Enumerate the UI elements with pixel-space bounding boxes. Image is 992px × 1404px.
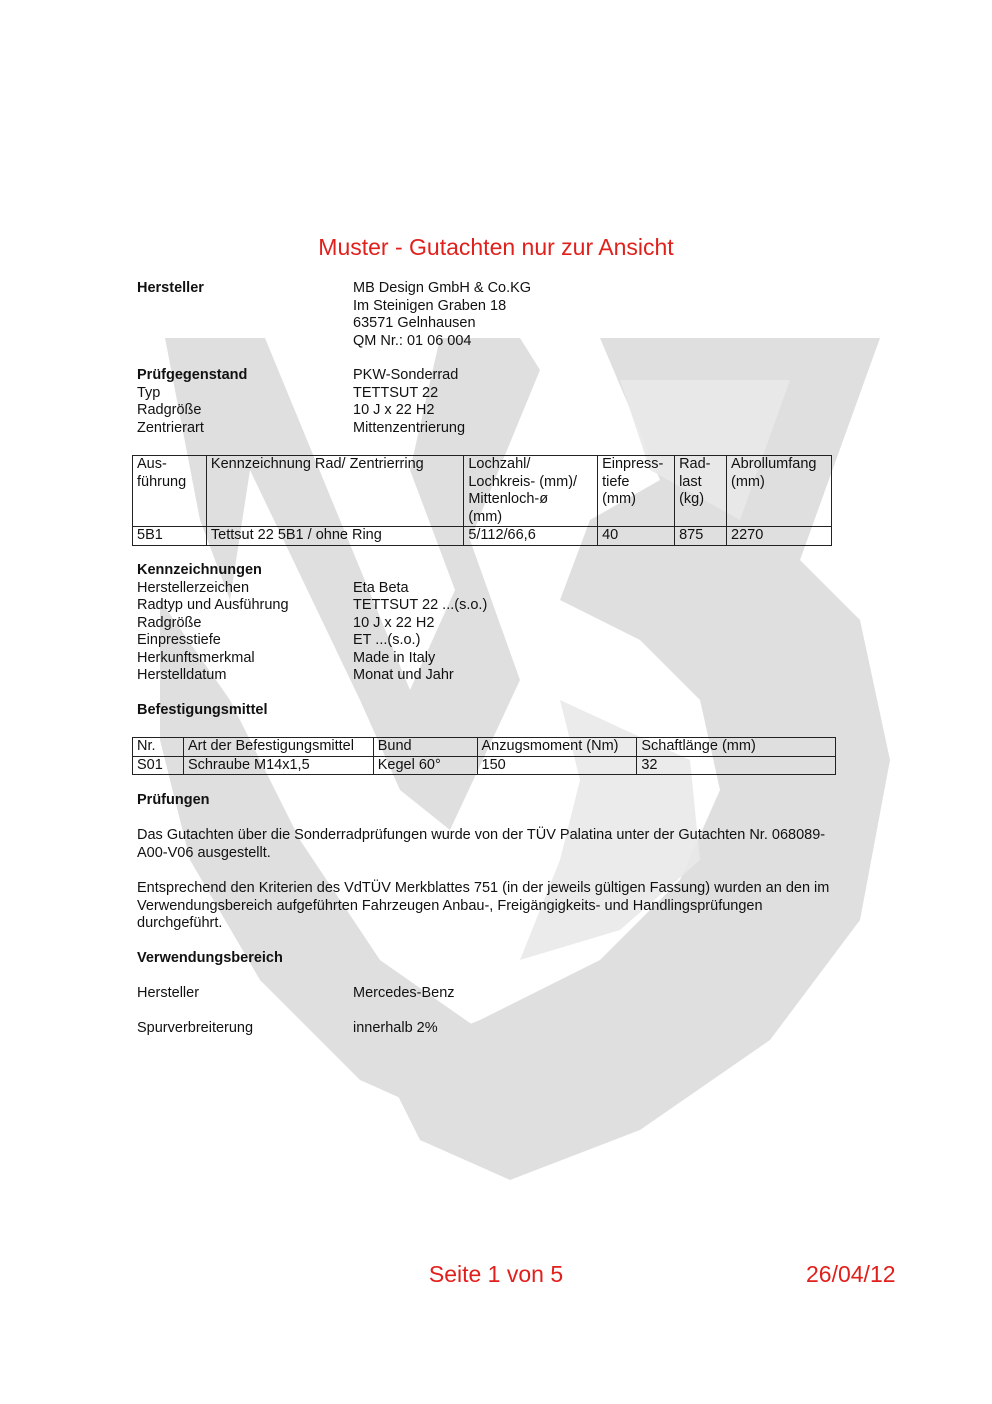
typ-value: TETTSUT 22	[353, 384, 439, 401]
header-cell: Aus- führung	[133, 456, 207, 527]
kennzeichnungen-heading: Kennzeichnungen	[137, 562, 262, 578]
table-cell: 40	[598, 527, 675, 546]
table-cell: 150	[477, 756, 637, 775]
kennz-value: Eta Beta	[353, 579, 409, 596]
pruefungen-heading: Prüfungen	[137, 792, 210, 808]
hersteller-line: MB Design GmbH & Co.KG	[353, 280, 532, 296]
table-cell: Schraube M14x1,5	[183, 756, 373, 775]
kennz-label: Herstellerzeichen	[137, 579, 250, 596]
pruefgegenstand-value: PKW-Sonderrad	[353, 367, 459, 383]
kennz-value: Monat und Jahr	[353, 667, 454, 683]
header-cell: Einpress- tiefe (mm)	[598, 456, 675, 527]
hersteller-line: Im Steinigen Graben 18	[353, 297, 507, 314]
zentrierart-label: Zentrierart	[137, 419, 204, 436]
befestigungsmittel-heading: Befestigungsmittel	[137, 702, 268, 718]
table-header-row	[133, 738, 836, 757]
table-cell: 5B1	[133, 527, 207, 546]
header-cell: Schaftlänge (mm)	[637, 738, 836, 757]
header-cell: Nr.	[133, 738, 184, 757]
fastener-table	[132, 737, 836, 775]
table-row	[133, 527, 832, 546]
header-cell: Bund	[373, 738, 477, 757]
typ-label: Typ	[137, 384, 161, 401]
table-cell: 2270	[727, 527, 832, 546]
kennz-label: Einpresstiefe	[137, 632, 221, 648]
table-cell: Kegel 60°	[373, 756, 477, 775]
verwendung-label: Spurverbreiterung	[137, 1020, 254, 1036]
table-cell: 875	[675, 527, 727, 546]
verwendung-value: innerhalb 2%	[353, 1020, 438, 1036]
pruefungen-paragraph-2: Entsprechend den Kriterien des VdTÜV Merkblattes 751 (in der jeweils gültigen Fassung) wurden an den im Verwendungsbereich aufgeführten Fahrzeugen Anbau-, Freigängigkeits- und Handlingsprüfungen durchgeführt.	[137, 880, 830, 931]
kennz-value: 10 J x 22 H2	[353, 614, 435, 631]
kennz-value: ET ...(s.o.)	[353, 632, 421, 648]
kennz-label: Radtyp und Ausführung	[137, 597, 289, 613]
verwendung-label: Hersteller	[137, 985, 200, 1001]
kennz-value: TETTSUT 22 ...(s.o.)	[353, 597, 488, 613]
hersteller-line: 63571 Gelnhausen	[353, 315, 476, 331]
header-cell: Kennzeichnung Rad/ Zentrierring	[206, 456, 463, 527]
radgroesse-value: 10 J x 22 H2	[353, 402, 435, 418]
table-cell: S01	[133, 756, 184, 775]
verwendung-value: Mercedes-Benz	[353, 985, 455, 1001]
table-cell: Tettsut 22 5B1 / ohne Ring	[206, 527, 463, 546]
hersteller-label: Hersteller	[137, 280, 204, 296]
hersteller-line: QM Nr.: 01 06 004	[353, 332, 472, 349]
radgroesse-label: Radgröße	[137, 402, 202, 418]
header-cell: Rad- last (kg)	[675, 456, 727, 527]
page-number: Seite 1 von 5	[428, 1261, 564, 1287]
table-header-row	[133, 456, 832, 527]
table-cell: 32	[637, 756, 836, 775]
pruefgegenstand-heading: Prüfgegenstand	[137, 367, 248, 383]
kennz-label: Herkunftsmerkmal	[137, 649, 255, 666]
kennz-label: Herstelldatum	[137, 667, 227, 683]
kennz-label: Radgröße	[137, 614, 202, 631]
verwendungsbereich-heading: Verwendungsbereich	[137, 950, 283, 966]
table-row	[133, 756, 836, 775]
kennz-value: Made in Italy	[353, 649, 436, 666]
zentrierart-value: Mittenzentrierung	[353, 419, 466, 436]
document-date: 26/04/12	[806, 1261, 896, 1287]
wheel-table	[132, 455, 832, 546]
pruefungen-paragraph-1: Das Gutachten über die Sonderradprüfungen wurde von der TÜV Palatina unter der Gutachten Nr. 068089-A00-V06 ausgestellt.	[137, 827, 826, 861]
header-cell: Lochzahl/ Lochkreis- (mm)/ Mittenloch-ø (mm)	[464, 456, 598, 527]
header-cell: Anzugsmoment (Nm)	[477, 738, 637, 757]
header-cell: Art der Befestigungsmittel	[183, 738, 373, 757]
table-cell: 5/112/66,6	[464, 527, 598, 546]
document-title: Muster - Gutachten nur zur Ansicht	[318, 234, 674, 260]
header-cell: Abrollumfang (mm)	[727, 456, 832, 527]
